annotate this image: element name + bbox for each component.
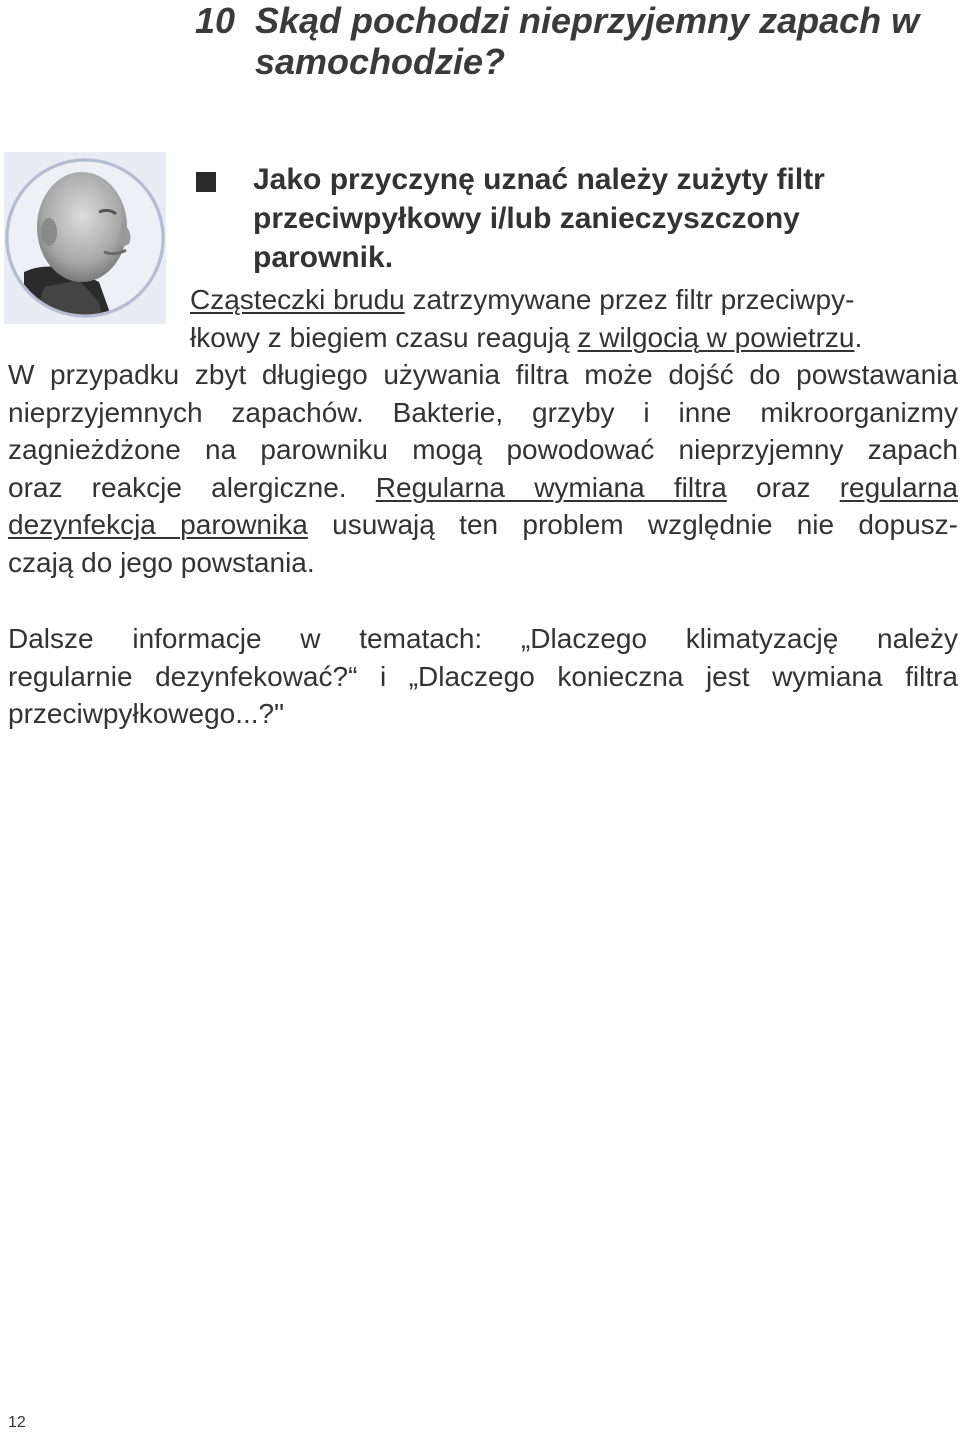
section-number: 10 <box>195 0 236 41</box>
body-line-7: dezynfekcja parownika usuwają ten problem względnie nie dopusz- <box>8 509 958 540</box>
portrait-illustration <box>4 152 166 324</box>
expert-portrait-image <box>4 152 166 324</box>
page-number: 12 <box>8 1414 26 1431</box>
more-info-line-2: regularnie dezynfekować?“ i „Dlaczego konieczna jest wymiana filtra <box>8 660 958 692</box>
body-line-5: zagnieżdżone na parowniku mogą powodować nieprzyjemny zapach <box>8 434 958 465</box>
link-dezynfekcja-parownika[interactable]: dezynfekcja parownika <box>8 509 308 540</box>
body-line-3: W przypadku zbyt długiego używania filtra może dojść do powstawania <box>8 359 958 390</box>
link-czasteczki-brudu[interactable]: Cząsteczki brudu <box>190 284 405 315</box>
lead-line-1: Jako przyczynę uznać należy zużyty filtr <box>253 163 825 196</box>
body-paragraph-intro <box>190 281 960 356</box>
body-line-2: łkowy z biegiem czasu reagują z wilgocią w powietrzu. <box>190 321 863 353</box>
body-line-4: nieprzyjemnych zapachów. Bakterie, grzyby i inne mikroorganizmy <box>8 396 958 428</box>
bullet-square-icon <box>196 172 216 192</box>
heading-line-2: samochodzie? <box>255 41 506 82</box>
more-info-line-3: przeciwpyłkowego...?" <box>8 698 285 729</box>
lead-line-2: przeciwpyłkowy i/lub zanieczyszczony parownik. <box>253 202 800 274</box>
link-regularna-dezynfekcja-start[interactable]: regularna <box>839 471 959 503</box>
heading-line-1: Skąd pochodzi nieprzyjemny zapach w <box>255 0 920 41</box>
body-paragraph <box>8 356 958 581</box>
section-heading <box>195 0 940 82</box>
body-line-6: oraz reakcje alergiczne. Regularna wymiana filtra oraz regularna <box>8 471 959 503</box>
body-line-8: czają do jego powstania. <box>8 546 315 578</box>
more-info-line-1: Dalsze informacje w tematach: „Dlaczego klimatyzację należy <box>8 623 958 654</box>
more-info-paragraph <box>8 620 958 733</box>
body-line-1: Cząsteczki brudu zatrzymywane przez filtr przeciwpy- <box>190 284 855 315</box>
link-wilgocia-w-powietrzu[interactable]: z wilgocią w powietrzu <box>577 321 855 353</box>
link-regularna-wymiana-filtra[interactable]: Regularna wymiana filtra <box>375 471 727 503</box>
lead-statement <box>253 160 893 277</box>
